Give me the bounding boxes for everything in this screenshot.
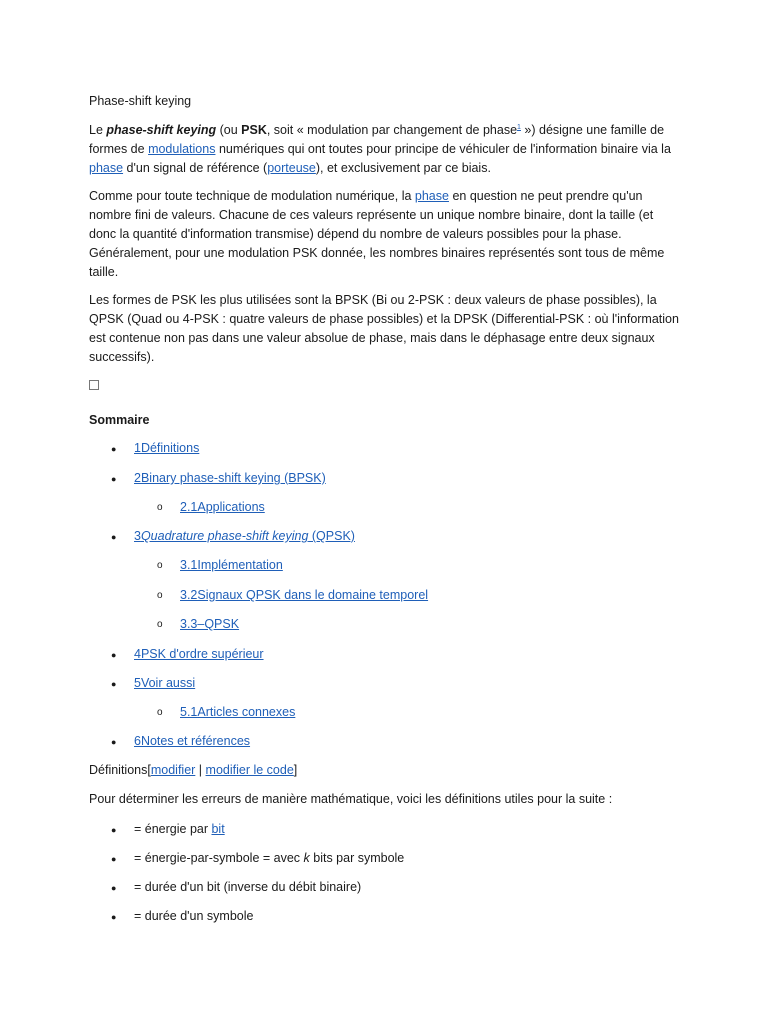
toc-item-6[interactable]: 6Notes et références: [134, 734, 251, 748]
toc-item-2-1[interactable]: 2.1Applications: [180, 500, 265, 514]
toc-title: Sommaire: [89, 413, 150, 427]
definition-bit-duration: = durée d'un bit (inverse du débit binaire): [134, 880, 362, 894]
bullet: [111, 733, 116, 752]
toc-item-1[interactable]: 1Définitions: [134, 441, 200, 455]
text: Le: [89, 123, 107, 137]
toc-item-3-3[interactable]: 3.3–QPSK: [180, 617, 240, 631]
text: ») désigne une famille de formes de: [89, 123, 665, 156]
bullet: [157, 703, 163, 722]
text: Comme pour toute technique de modulation numérique, la: [89, 189, 415, 203]
definition-energy-bit: [134, 820, 225, 839]
intro-paragraph: [89, 121, 679, 178]
text: bits par symbole: [309, 851, 405, 865]
text: numériques qui ont toutes pour principe de véhiculer de l'information binaire via la: [215, 142, 671, 156]
phase-link[interactable]: phase: [89, 161, 124, 175]
image-placeholder-icon: [89, 380, 99, 390]
definition-symbol-duration: = durée d'un symbole: [134, 909, 254, 923]
edit-link[interactable]: modifier: [150, 763, 196, 777]
toc-item-5[interactable]: 5Voir aussi: [134, 676, 196, 690]
toc-item-2[interactable]: 2Binary phase-shift keying (BPSK): [134, 471, 326, 485]
section-heading-definitions: [89, 761, 679, 780]
document-title: Phase-shift keying: [89, 94, 192, 108]
toc-item-3-2[interactable]: 3.2Signaux QPSK dans le domaine temporel: [180, 588, 429, 602]
bullet: [111, 646, 116, 665]
bullet: [111, 821, 116, 840]
bullet: [157, 556, 163, 575]
term-phase-shift-keying: phase-shift keying: [106, 123, 217, 137]
toc-num: 3: [134, 529, 141, 543]
bullet: [157, 615, 163, 634]
text: = énergie par: [134, 822, 212, 836]
bullet: [111, 470, 116, 489]
paragraph-3: Les formes de PSK les plus utilisées sont la BPSK (Bi ou 2-PSK : deux valeurs de phase possibles), la QPSK (Quad ou 4-PSK : quatre valeurs de phase possibles) et la DPSK (Differential-PSK : où l'information est contenue non pas dans une valeur absolue de phase, mais dans le déphasage entre deux signaux successifs).: [89, 293, 679, 364]
toc-item-4[interactable]: 4PSK d'ordre supérieur: [134, 647, 264, 661]
bit-link[interactable]: bit: [211, 822, 225, 836]
separator: |: [195, 763, 206, 777]
text: d'un signal de référence (: [123, 161, 268, 175]
toc-em: Quadrature phase-shift keying: [140, 529, 309, 543]
bracket: ]: [293, 763, 298, 777]
paragraph-2: [89, 187, 679, 282]
bullet: [111, 879, 116, 898]
definitions-intro: Pour déterminer les erreurs de manière mathématique, voici les définitions utiles pour la suite :: [89, 792, 613, 806]
modulations-link[interactable]: modulations: [148, 142, 216, 156]
bullet: [157, 498, 163, 517]
section-title: Définitions: [89, 763, 148, 777]
bullet: [111, 528, 116, 547]
toc-item-5-1[interactable]: 5.1Articles connexes: [180, 705, 296, 719]
text: , soit « modulation par changement de phase: [266, 123, 518, 137]
text: en question ne peut prendre qu'un nombre fini de valeurs. Chacune de ces valeurs représente un unique nombre binaire, dont la taille (et donc la quantité d'information transmise) dépend du nombre de valeurs possibles pour la phase. Généralement, pour une modulation PSK donnée, les nombres binaires représentés sont tous de même taille.: [89, 189, 665, 279]
bullet: [157, 586, 163, 605]
bracket: [: [147, 763, 151, 777]
porteuse-link[interactable]: porteuse: [267, 161, 316, 175]
toc-rest: (QPSK): [308, 529, 355, 543]
bullet: [111, 440, 116, 459]
definition-energy-symbol: [134, 849, 404, 868]
phase-link-2[interactable]: phase: [414, 189, 449, 203]
toc-item-3[interactable]: [134, 527, 355, 546]
bullet: [111, 675, 116, 694]
bullet: [111, 850, 116, 869]
edit-code-link[interactable]: modifier le code: [205, 763, 294, 777]
text: (ou: [216, 123, 242, 137]
term-psk: PSK: [241, 123, 267, 137]
footnote-link[interactable]: 1: [517, 123, 521, 131]
text: ), et exclusivement par ce biais.: [315, 161, 491, 175]
toc-item-3-1[interactable]: 3.1Implémentation: [180, 558, 283, 572]
var-k: k: [303, 851, 310, 865]
bullet: [111, 908, 116, 927]
text: = énergie-par-symbole = avec: [134, 851, 304, 865]
